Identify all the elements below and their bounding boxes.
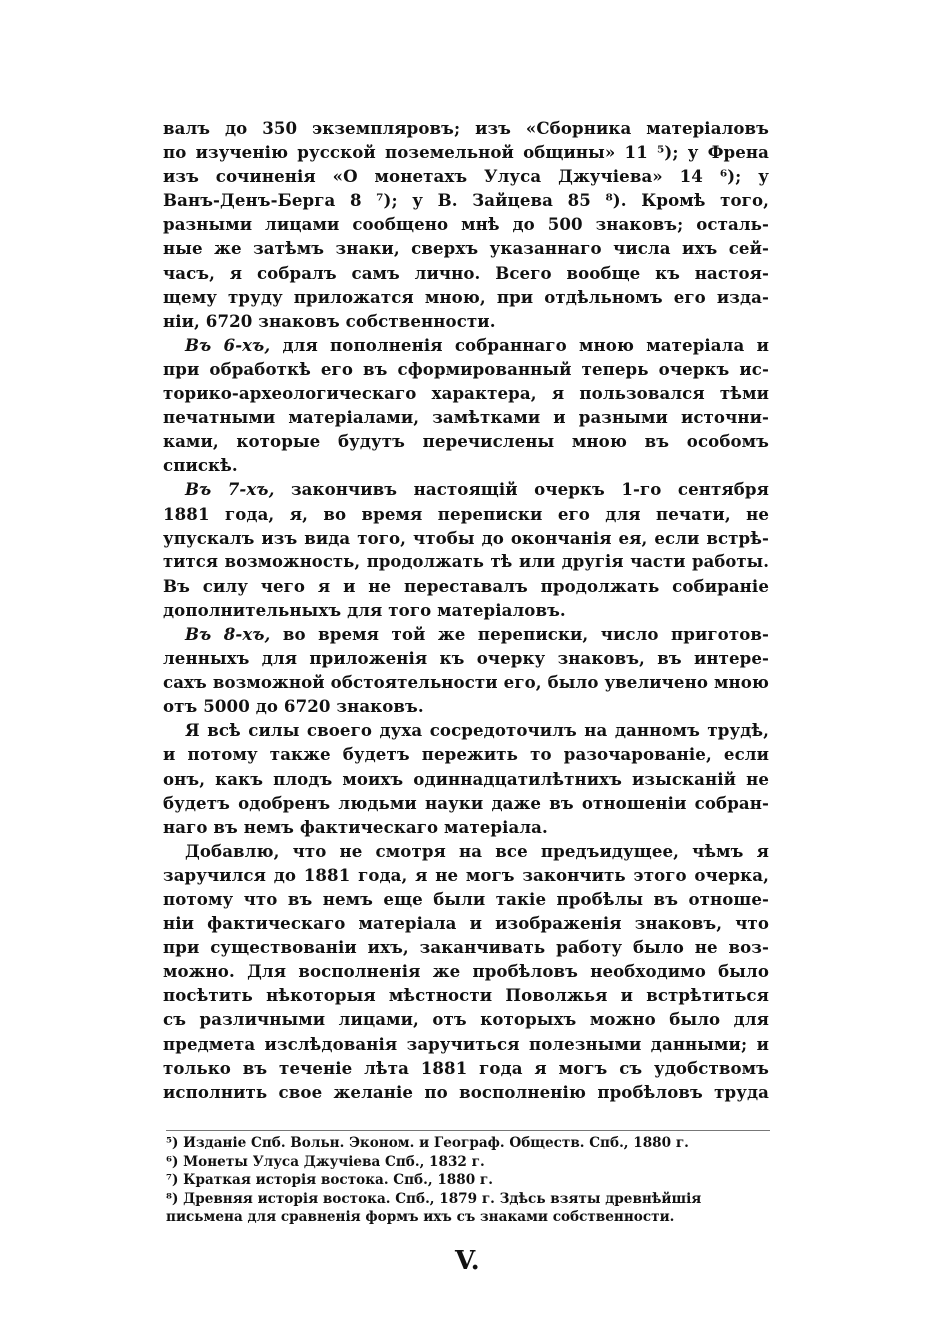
text-line: ленныхъ для приложенія къ очерку знаковъ, въ интере-	[163, 648, 769, 669]
text-line: наго въ немъ фактическаго матеріала.	[163, 816, 548, 837]
text-line	[163, 477, 769, 501]
text-line: будетъ одобренъ людьми науки даже въ отношеніи собран-	[163, 792, 769, 813]
text-line: изъ сочиненія «О монетахъ Улуса Джучіева» 14 ⁶); у	[163, 166, 769, 187]
section-text: во время той же переписки, число приготов-	[270, 623, 769, 644]
text-line: потому что въ немъ еще были такіе пробѣлы въ отноше-	[163, 889, 769, 909]
text-line: онъ, какъ плодъ моихъ одиннадцатилѣтнихъ изысканій не	[163, 768, 769, 789]
text-line: по изученію русской поземельной общины» 11 ⁵); у Френа	[163, 142, 769, 163]
text-line: дополнительныхъ для того матеріаловъ.	[163, 599, 566, 620]
text-line: отъ 5000 до 6720 знаковъ.	[163, 696, 424, 717]
text-line: посѣтить нѣкоторыя мѣстности Поволжья и встрѣтиться	[163, 985, 769, 1006]
text-line: и потому также будетъ пережить то разочарованіе, если	[163, 744, 769, 765]
text-line: сахъ возможной обстоятельности его, было увеличено мною	[163, 672, 769, 693]
section-text: для пополненія собраннаго мною матеріала и	[270, 334, 769, 355]
text-line: валъ до 350 экземпляровъ; изъ «Сборника матеріаловъ	[163, 118, 769, 138]
text-line: Ванъ-Денъ-Берга 8 ⁷); у В. Зайцева 85 ⁸). Кромѣ того,	[163, 190, 769, 211]
page-number: V.	[455, 1246, 480, 1276]
text-line: Я всѣ силы своего духа сосредоточилъ на данномъ трудѣ,	[185, 720, 769, 741]
section-lead: Въ 7-хъ,	[185, 479, 275, 500]
text-line: предмета изслѣдованія заручиться полезными данными; и	[163, 1033, 769, 1054]
section-text: закончивъ настоящій очеркъ 1-го сентября	[274, 479, 769, 500]
text-line: только въ теченіе лѣта 1881 года я могъ съ удобствомъ	[163, 1057, 769, 1078]
footnote: письмена для сравненія формъ ихъ съ знаками собственности.	[166, 1209, 675, 1226]
text-line: при существованіи ихъ, заканчивать работу было не воз-	[163, 937, 769, 958]
text-line: печатными матеріалами, замѣтками и разными источни-	[163, 407, 769, 428]
text-line: ками, которые будутъ перечислены мною въ особомъ	[163, 431, 769, 452]
footnotes	[166, 1134, 770, 1227]
footnote: ⁸) Древняя исторія востока. Спб., 1879 г. Здѣсь взяты древнѣйшія	[166, 1190, 702, 1207]
text-line: часъ, я собралъ самъ лично. Всего вообще къ настоя-	[163, 262, 769, 283]
text-line	[163, 333, 769, 357]
text-line: упускалъ изъ вида того, чтобы до окончанія ея, если встрѣ-	[163, 527, 769, 548]
text-line: Въ силу чего я и не переставалъ продолжать собираніе	[163, 575, 769, 596]
text-line: исполнить свое желаніе по восполненію пробѣловъ труда	[163, 1081, 769, 1102]
text-line: тится возможность, продолжать тѣ или другія части работы.	[163, 551, 769, 571]
text-line: съ различными лицами, отъ которыхъ можно было для	[163, 1009, 769, 1030]
text-line: спискѣ.	[163, 455, 238, 476]
text-line: 1881 года, я, во время переписки его для печати, не	[163, 503, 769, 524]
text-line: щему труду приложатся мною, при отдѣльномъ его изда-	[163, 286, 769, 307]
footnote: ⁷) Краткая исторія востока. Спб., 1880 г.	[166, 1172, 493, 1189]
footnote: ⁵) Изданіе Спб. Вольн. Эконом. и Географ. Обществ. Спб., 1880 г.	[166, 1135, 689, 1151]
text-line: ніи, 6720 знаковъ собственности.	[163, 310, 496, 331]
section-lead: Въ 8-хъ,	[185, 623, 271, 644]
text-line: Добавлю, что не смотря на все предъидущее, чѣмъ я	[185, 840, 769, 861]
body-text	[163, 116, 769, 1104]
footnote: ⁶) Монеты Улуса Джучіева Спб., 1832 г.	[166, 1153, 485, 1170]
section-lead: Въ 6-хъ,	[185, 334, 271, 355]
text-line: заручился до 1881 года, я не могъ закончить этого очерка,	[163, 864, 769, 885]
text-line	[163, 622, 769, 646]
text-line: ные же затѣмъ знаки, сверхъ указаннаго числа ихъ сей-	[163, 238, 769, 259]
footnote-divider	[166, 1130, 770, 1131]
text-line: можно. Для восполненія же пробѣловъ необходимо было	[163, 961, 769, 982]
text-line: торико-археологическаго характера, я пользовался тѣми	[163, 383, 769, 404]
text-line: при обработкѣ его въ сформированный теперь очеркъ ис-	[163, 358, 769, 379]
text-line: ніи фактическаго матеріала и изображенія знаковъ, что	[163, 913, 769, 934]
text-line: разными лицами сообщено мнѣ до 500 знаковъ; осталь-	[163, 214, 769, 235]
